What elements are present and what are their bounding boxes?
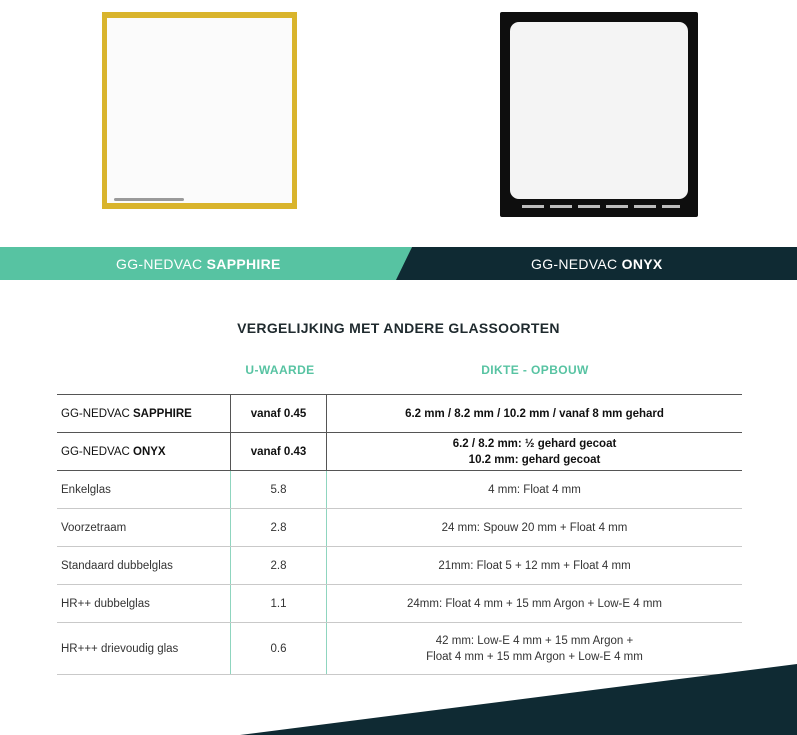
u-value-column-header: U-WAARDE [245,363,315,377]
glass-type-label: HR+++ drievoudig glas [61,642,179,655]
thickness-line: 10.2 mm: gehard gecoat [468,453,601,466]
thickness-line: 6.2 / 8.2 mm: ½ gehard gecoat [452,437,617,450]
thickness-cell [327,547,743,585]
table-row [57,623,742,675]
glass-type-label: HR++ dubbelglas [61,597,150,610]
thickness-cell [327,471,743,509]
thickness-line: 24mm: Float 4 mm + 15 mm Argon + Low-E 4 mm [407,597,662,610]
thickness-line: 6.2 mm / 8.2 mm / 10.2 mm / vanaf 8 mm gehard [405,407,664,420]
glass-type-label: GG-NEDVAC [61,445,133,458]
glass-type-brand: ONYX [133,445,166,458]
table-row [57,547,742,585]
table-row [57,585,742,623]
glass-type-cell [57,509,231,547]
thickness-line: 21mm: Float 5 + 12 mm + Float 4 mm [438,559,631,572]
table-row [57,471,742,509]
u-value-cell: 1.1 [231,585,327,623]
u-value-cell: 0.6 [231,623,327,675]
glass-type-label: Voorzetraam [61,521,127,534]
u-value-cell: 5.8 [231,471,327,509]
onyx-glass-image [500,12,698,217]
thickness-cell [327,509,743,547]
thickness-cell [327,395,743,433]
glass-type-cell [57,585,231,623]
table-row [57,509,742,547]
glass-type-label: Standaard dubbelglas [61,559,173,572]
glass-type-label: GG-NEDVAC [61,407,133,420]
thickness-cell [327,433,743,471]
glass-type-cell [57,395,231,433]
glass-type-cell [57,547,231,585]
glass-type-label: Enkelglas [61,483,111,496]
glass-type-cell [57,433,231,471]
comparison-table [57,394,742,675]
glass-type-cell [57,471,231,509]
thickness-cell [327,585,743,623]
thickness-column-header: DIKTE - OPBOUW [481,363,589,377]
comparison-title: VERGELIJKING MET ANDERE GLASSOORTEN [237,320,560,336]
table-row [57,395,742,433]
sapphire-spacer-line [114,198,184,201]
u-value-cell: vanaf 0.45 [231,395,327,433]
u-value-cell: 2.8 [231,547,327,585]
onyx-banner-label: GG-NEDVAC ONYX [531,256,663,272]
thickness-line: 24 mm: Spouw 20 mm + Float 4 mm [441,521,628,534]
onyx-glass-pane [510,22,688,199]
onyx-spacer-dashes [522,205,680,208]
u-value-cell: 2.8 [231,509,327,547]
thickness-cell [327,623,743,675]
glass-type-brand: SAPPHIRE [133,407,192,420]
glass-type-cell [57,623,231,675]
thickness-line: 4 mm: Float 4 mm [488,483,581,496]
sapphire-banner-label: GG-NEDVAC SAPPHIRE [116,256,281,272]
sapphire-glass-image [102,12,297,209]
sapphire-glass-pane [107,18,292,203]
thickness-line: Float 4 mm + 15 mm Argon + Low-E 4 mm [426,650,643,663]
table-row [57,433,742,471]
thickness-line: 42 mm: Low-E 4 mm + 15 mm Argon + [435,634,634,647]
u-value-cell: vanaf 0.43 [231,433,327,471]
